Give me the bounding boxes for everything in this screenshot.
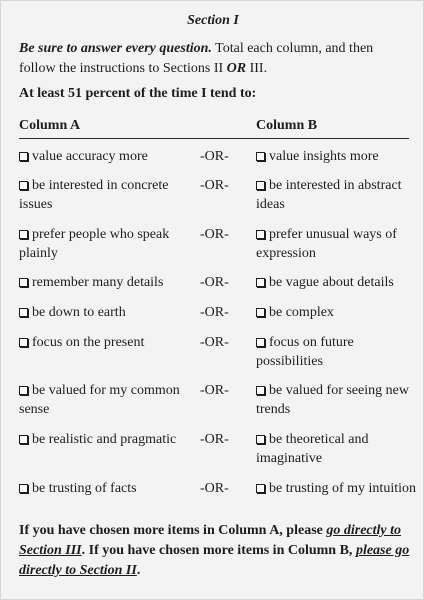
or-separator: -OR- bbox=[200, 149, 229, 164]
or-separator: -OR- bbox=[200, 275, 229, 290]
column-a-item-label: be realistic and pragmatic bbox=[32, 432, 177, 447]
or-separator: -OR- bbox=[200, 383, 229, 398]
lead-prompt: At least 51 percent of the time I tend to: bbox=[19, 86, 257, 101]
column-b-item bbox=[256, 147, 416, 166]
or-separator: -OR- bbox=[200, 178, 229, 193]
column-b-item bbox=[256, 333, 416, 371]
or-separator: -OR- bbox=[200, 305, 229, 320]
column-b-item bbox=[256, 430, 416, 468]
column-a-item bbox=[19, 333, 197, 352]
column-a-checkbox[interactable] bbox=[19, 338, 28, 347]
or-separator: -OR- bbox=[200, 335, 229, 350]
column-b-item-label: value insights more bbox=[269, 149, 379, 164]
column-a-item bbox=[19, 381, 197, 419]
or-separator: -OR- bbox=[200, 481, 229, 496]
column-b-item-label: be interested in abstract ideas bbox=[256, 178, 402, 212]
section-iii-link[interactable]: go directly to Section III bbox=[19, 523, 402, 558]
column-b-item bbox=[256, 273, 416, 292]
column-a-item bbox=[19, 176, 197, 214]
column-b-header: Column B bbox=[256, 118, 318, 133]
column-a-item bbox=[19, 273, 197, 292]
column-a-checkbox[interactable] bbox=[19, 435, 28, 444]
column-b-item bbox=[256, 479, 416, 498]
footer-text: . bbox=[136, 563, 141, 578]
column-b-checkbox[interactable] bbox=[256, 181, 265, 190]
column-b-checkbox[interactable] bbox=[256, 484, 265, 493]
column-a-header: Column A bbox=[19, 118, 81, 133]
column-b-item bbox=[256, 381, 416, 419]
column-b-item-label: be theoretical and imaginative bbox=[256, 432, 369, 466]
column-a-item bbox=[19, 303, 197, 322]
or-separator: -OR- bbox=[200, 432, 229, 447]
column-b-item-label: be trusting of my intuition bbox=[269, 481, 416, 496]
column-a-item bbox=[19, 430, 197, 449]
column-b-item-label: be vague about details bbox=[269, 275, 394, 290]
instructions bbox=[19, 39, 411, 79]
column-a-item-label: be down to earth bbox=[32, 305, 126, 320]
footer-instructions bbox=[19, 521, 411, 581]
column-b-item-label: focus on future possibilities bbox=[256, 335, 354, 369]
column-b-checkbox[interactable] bbox=[256, 338, 265, 347]
column-b-checkbox[interactable] bbox=[256, 308, 265, 317]
column-b-checkbox[interactable] bbox=[256, 435, 265, 444]
instructions-text: Total each column, and then follow the instructions to Sections II bbox=[19, 41, 374, 76]
column-a-checkbox[interactable] bbox=[19, 230, 28, 239]
column-b-item bbox=[256, 176, 416, 214]
column-a-item bbox=[19, 147, 197, 166]
section-ii-link[interactable]: please go directly to Section II bbox=[19, 543, 410, 578]
column-b-checkbox[interactable] bbox=[256, 230, 265, 239]
footer-text: . If you have chosen more items in Column B, bbox=[81, 543, 356, 558]
column-a-item bbox=[19, 479, 197, 498]
column-b-item-label: prefer unusual ways of expression bbox=[256, 227, 397, 261]
column-b-item-label: be valued for seeing new trends bbox=[256, 383, 409, 417]
column-b-checkbox[interactable] bbox=[256, 386, 265, 395]
column-a-item-label: remember many details bbox=[32, 275, 164, 290]
column-a-item bbox=[19, 225, 197, 263]
column-b-item bbox=[256, 225, 416, 263]
column-b-item-label: be complex bbox=[269, 305, 334, 320]
instructions-text-end: III. bbox=[246, 61, 268, 76]
column-a-item-label: be interested in concrete issues bbox=[19, 178, 169, 212]
column-a-checkbox[interactable] bbox=[19, 386, 28, 395]
column-a-item-label: prefer people who speak plainly bbox=[19, 227, 170, 261]
column-a-checkbox[interactable] bbox=[19, 152, 28, 161]
column-b-checkbox[interactable] bbox=[256, 152, 265, 161]
footer-text: If you have chosen more items in Column A, please bbox=[19, 523, 327, 538]
header-divider bbox=[19, 138, 409, 139]
column-a-checkbox[interactable] bbox=[19, 308, 28, 317]
instructions-emphasis: Be sure to answer every question. bbox=[19, 41, 212, 56]
section-title: Section I bbox=[187, 13, 239, 28]
column-b-checkbox[interactable] bbox=[256, 278, 265, 287]
column-a-item-label: value accuracy more bbox=[32, 149, 148, 164]
column-a-checkbox[interactable] bbox=[19, 181, 28, 190]
column-a-checkbox[interactable] bbox=[19, 484, 28, 493]
column-a-checkbox[interactable] bbox=[19, 278, 28, 287]
instructions-or: OR bbox=[226, 61, 247, 76]
column-a-item-label: focus on the present bbox=[32, 335, 145, 350]
column-a-item-label: be trusting of facts bbox=[32, 481, 137, 496]
column-a-item-label: be valued for my common sense bbox=[19, 383, 180, 417]
or-separator: -OR- bbox=[200, 227, 229, 242]
column-b-item bbox=[256, 303, 416, 322]
